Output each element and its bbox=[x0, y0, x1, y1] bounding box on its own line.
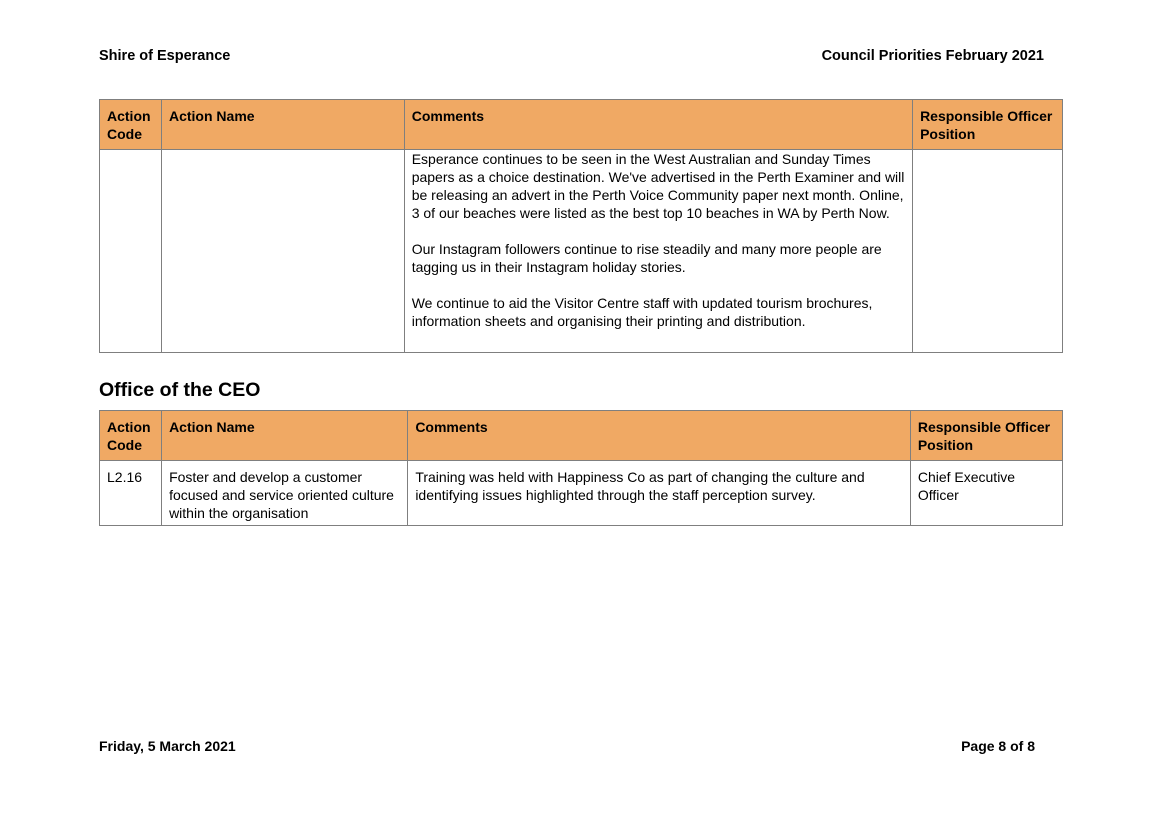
header-document-title: Council Priorities February 2021 bbox=[821, 48, 1044, 64]
table-row bbox=[100, 461, 1063, 526]
column-header-action-code: Action Code bbox=[100, 100, 162, 150]
ceo-priorities-table bbox=[99, 410, 1063, 526]
column-header-action-code: Action Code bbox=[100, 411, 162, 461]
cell-comments bbox=[404, 150, 912, 353]
cell-responsible-officer bbox=[913, 150, 1063, 353]
table-row bbox=[100, 150, 1063, 353]
cell-action-code bbox=[100, 150, 162, 353]
table-header-row bbox=[100, 100, 1063, 150]
column-header-responsible-officer: Responsible Officer Position bbox=[910, 411, 1062, 461]
column-header-action-name: Action Name bbox=[161, 100, 404, 150]
cell-action-name: Foster and develop a customer focused and service oriented culture within the organisation bbox=[162, 461, 408, 526]
comment-paragraph: Esperance continues to be seen in the West Australian and Sunday Times papers as a choice destination. We've advertised in the Perth Examiner and will be releasing an advert in the Perth Voice Community paper next month. Online, 3 of our beaches were listed as the best top 10 beaches in WA by Perth Now. bbox=[411, 151, 905, 221]
cell-comments: Training was held with Happiness Co as part of changing the culture and identifying issues highlighted through the staff perception survey. bbox=[408, 461, 911, 526]
table-header-row bbox=[100, 411, 1063, 461]
header-organisation: Shire of Esperance bbox=[99, 48, 231, 64]
section-heading: Office of the CEO bbox=[99, 379, 261, 401]
comment-paragraph: We continue to aid the Visitor Centre staff with updated tourism brochures, information sheets and organising their printing and distribution. bbox=[411, 295, 873, 329]
cell-responsible-officer: Chief Executive Officer bbox=[910, 461, 1062, 526]
footer-page-number: Page 8 of 8 bbox=[961, 738, 1035, 754]
column-header-comments: Comments bbox=[408, 411, 911, 461]
cell-action-name bbox=[161, 150, 404, 353]
cell-action-code: L2.16 bbox=[100, 461, 162, 526]
footer-date: Friday, 5 March 2021 bbox=[99, 738, 236, 754]
column-header-comments: Comments bbox=[404, 100, 912, 150]
column-header-action-name: Action Name bbox=[162, 411, 408, 461]
column-header-responsible-officer: Responsible Officer Position bbox=[913, 100, 1063, 150]
priorities-table-continued bbox=[99, 99, 1063, 353]
comment-paragraph: Our Instagram followers continue to rise steadily and many more people are tagging us in their Instagram holiday stories. bbox=[411, 241, 882, 275]
